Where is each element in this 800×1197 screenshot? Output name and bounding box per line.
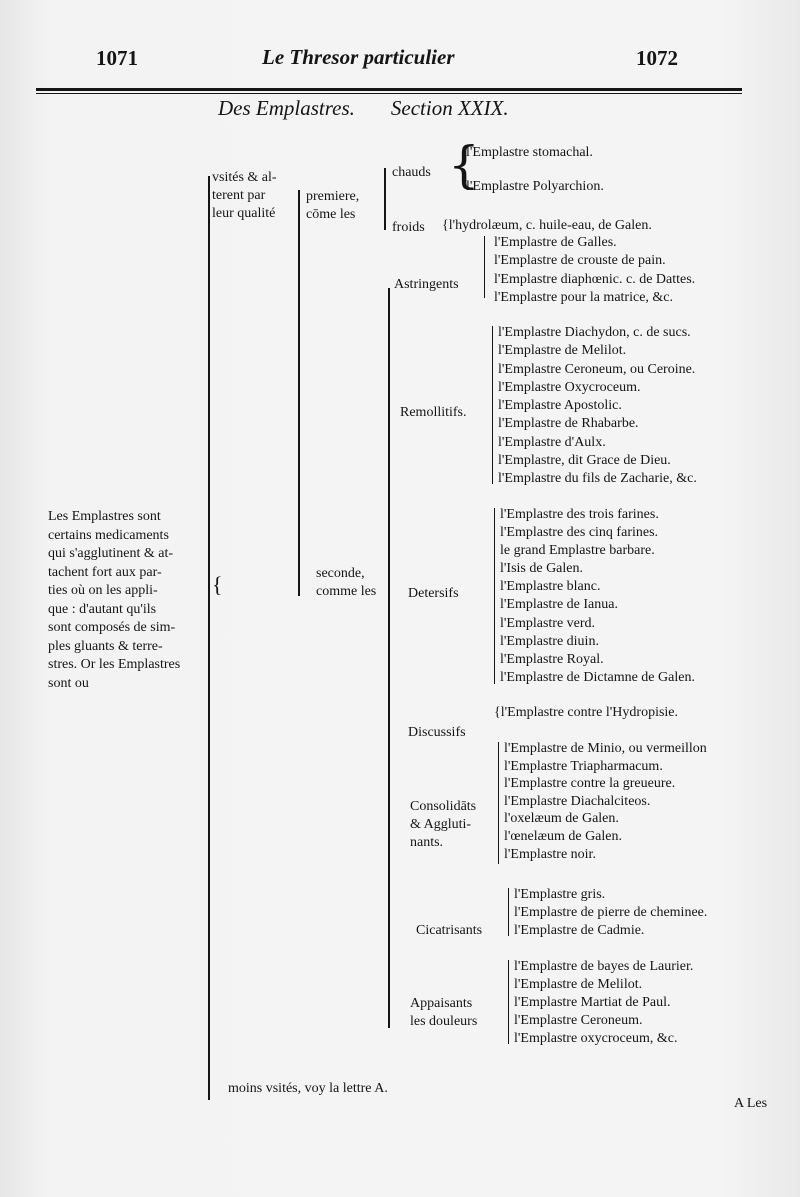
intro-line: certains medicaments: [48, 527, 169, 543]
list-item: l'Emplastre Ceroneum.: [514, 1013, 643, 1028]
group-items-consolidants: [504, 740, 707, 863]
header-rule-thin: [36, 93, 742, 94]
label-froids: froids: [392, 220, 425, 235]
intro-line: sont ou: [48, 675, 89, 691]
branch-moins-vsites: moins vsités, voy la lettre A.: [228, 1081, 388, 1096]
list-item: l'Emplastre d'Aulx.: [498, 434, 606, 450]
list-item: l'Emplastre contre l'Hydropisie.: [500, 705, 679, 720]
branch-seconde: [316, 565, 376, 601]
intro-line: stres. Or les Emplastres: [48, 657, 181, 672]
premiere-line: cōme les: [306, 207, 356, 222]
seconde-line: seconde,: [316, 566, 365, 581]
list-item: le grand Emplastre barbare.: [500, 543, 655, 559]
list-item: l'Emplastre gris.: [514, 887, 606, 902]
list-item: l'Emplastre Martiat de Paul.: [514, 995, 671, 1010]
chauds-item: l'Emplastre stomachal.: [466, 145, 593, 160]
group-label-appaisants: [410, 995, 477, 1031]
list-item: l'Emplastre de crouste de pain.: [494, 253, 666, 269]
list-item: l'Emplastre des trois farines.: [500, 507, 659, 522]
list-item: l'Emplastre Diachalciteos.: [504, 793, 651, 809]
froids-item-text: l'hydrolæum, c. huile-eau, de Galen.: [448, 218, 652, 233]
list-item: l'Emplastre contre la greueure.: [504, 776, 676, 792]
group-bracket-cicatrisants: [508, 888, 509, 936]
group-items-appaisants: [514, 958, 693, 1048]
list-item: l'Emplastre, dit Grace de Dieu.: [498, 453, 671, 469]
group-label-line: Appaisants: [410, 996, 473, 1011]
running-title: Le Thresor particulier: [262, 45, 455, 69]
branch-vsites-line: terent par: [212, 188, 266, 203]
list-item: l'Emplastre de Melilot.: [498, 343, 627, 359]
list-item: l'œnelæum de Galen.: [504, 828, 622, 844]
group-label-detersifs: Detersifs: [408, 586, 459, 601]
list-item: l'oxelæum de Galen.: [504, 811, 619, 827]
list-item: l'Isis de Galen.: [500, 561, 584, 577]
group-label-line: Consolidāts: [410, 799, 477, 814]
group-items-astringents: [494, 234, 695, 307]
group-items-cicatrisants: [514, 886, 707, 940]
header-rule-thick: [36, 88, 742, 91]
intro-line: que : d'autant qu'ils: [48, 601, 157, 617]
label-chauds: chauds: [392, 165, 431, 180]
list-item: l'Emplastre de Rhabarbe.: [498, 416, 639, 432]
list-item: l'Emplastre de Minio, ou vermeillon: [504, 741, 707, 756]
list-item: l'Emplastre de Dictamne de Galen.: [500, 669, 695, 685]
main-bracket-point: {: [212, 572, 223, 597]
list-item: l'Emplastre de Ianua.: [500, 597, 618, 613]
list-item: l'Emplastre de Cadmie.: [514, 923, 645, 938]
branch-premiere: [306, 188, 359, 224]
group-bracket-astringents: [484, 236, 485, 298]
list-item: l'Emplastre Triapharmacum.: [504, 758, 663, 774]
froids-item: {l'hydrolæum, c. huile-eau, de Galen.: [442, 218, 652, 233]
intro-line: tachent fort aux par-: [48, 564, 162, 580]
group-bracket-consolidants: [498, 742, 499, 864]
list-item: l'Emplastre diuin.: [500, 633, 599, 649]
group-label-discussifs: Discussifs: [408, 725, 466, 740]
group-label-astringents: Astringents: [394, 277, 459, 292]
intro-line: ties où on les appli-: [48, 583, 158, 598]
list-item: l'Emplastre de Melilot.: [514, 977, 643, 992]
list-item: l'Emplastre diaphœnic. c. de Dattes.: [494, 271, 696, 287]
branch-vsites: [212, 169, 277, 223]
intro-line: ples gluants & terre-: [48, 638, 163, 654]
section-number: Section XXIX.: [390, 96, 509, 120]
list-item: l'Emplastre de bayes de Laurier.: [514, 959, 694, 974]
list-item: l'Emplastre Oxycroceum.: [498, 379, 641, 395]
intro-line: Les Emplastres sont: [48, 509, 161, 524]
group-label-cicatrisants: Cicatrisants: [416, 923, 483, 938]
list-item: l'Emplastre de pierre de cheminee.: [514, 905, 708, 920]
intro-paragraph: [48, 508, 180, 693]
group-bracket-detersifs: [494, 508, 495, 684]
list-item: l'Emplastre blanc.: [500, 579, 601, 595]
list-item: l'Emplastre de Galles.: [494, 235, 617, 250]
premiere-line: premiere,: [306, 189, 360, 204]
group-label-line: & Aggluti-: [410, 817, 472, 832]
list-item: l'Emplastre verd.: [500, 615, 596, 631]
main-bracket: [208, 176, 210, 1100]
group-items-remollitifs: [498, 324, 697, 489]
branch-vsites-line: leur qualité: [212, 206, 276, 221]
branch-vsites-line: vsités & al-: [212, 170, 277, 185]
group-label-remollitifs: Remollitifs.: [400, 405, 467, 420]
page-number-left: 1071: [96, 46, 138, 70]
seconde-bracket: [388, 288, 390, 1028]
premiere-bracket: [384, 168, 386, 230]
group-label-line: nants.: [410, 835, 444, 850]
section-heading: [218, 98, 509, 119]
intro-line: sont composés de sim-: [48, 620, 176, 635]
list-item: l'Emplastre Apostolic.: [498, 398, 622, 414]
list-item: l'Emplastre des cinq farines.: [500, 525, 659, 541]
list-item: l'Emplastre oxycroceum, &c.: [514, 1031, 678, 1046]
group-label-consolidants: [410, 798, 476, 852]
catchword: A Les: [734, 1096, 768, 1111]
page-number-right: 1072: [636, 46, 678, 70]
list-item: l'Emplastre pour la matrice, &c.: [494, 289, 674, 305]
section-title: Des Emplastres.: [218, 96, 355, 120]
chauds-item: l'Emplastre Polyarchion.: [466, 179, 604, 194]
list-item: l'Emplastre du fils de Zacharie, &c.: [498, 471, 697, 487]
group-bracket-remollitifs: [492, 326, 493, 484]
list-item: l'Emplastre Royal.: [500, 651, 604, 667]
chauds-brace: {: [448, 136, 480, 194]
intro-line: qui s'agglutinent & at-: [48, 546, 174, 561]
seconde-line: comme les: [316, 584, 377, 599]
group-bracket-appaisants: [508, 960, 509, 1044]
group-items-discussifs: {l'Emplastre contre l'Hydropisie.: [494, 705, 679, 720]
group-label-line: les douleurs: [410, 1014, 478, 1029]
list-item: l'Emplastre Diachydon, c. de sucs.: [498, 325, 691, 340]
qualite-bracket: [298, 190, 300, 596]
group-items-detersifs: [500, 506, 695, 687]
list-item: l'Emplastre noir.: [504, 846, 596, 862]
list-item: l'Emplastre Ceroneum, ou Ceroine.: [498, 361, 696, 377]
